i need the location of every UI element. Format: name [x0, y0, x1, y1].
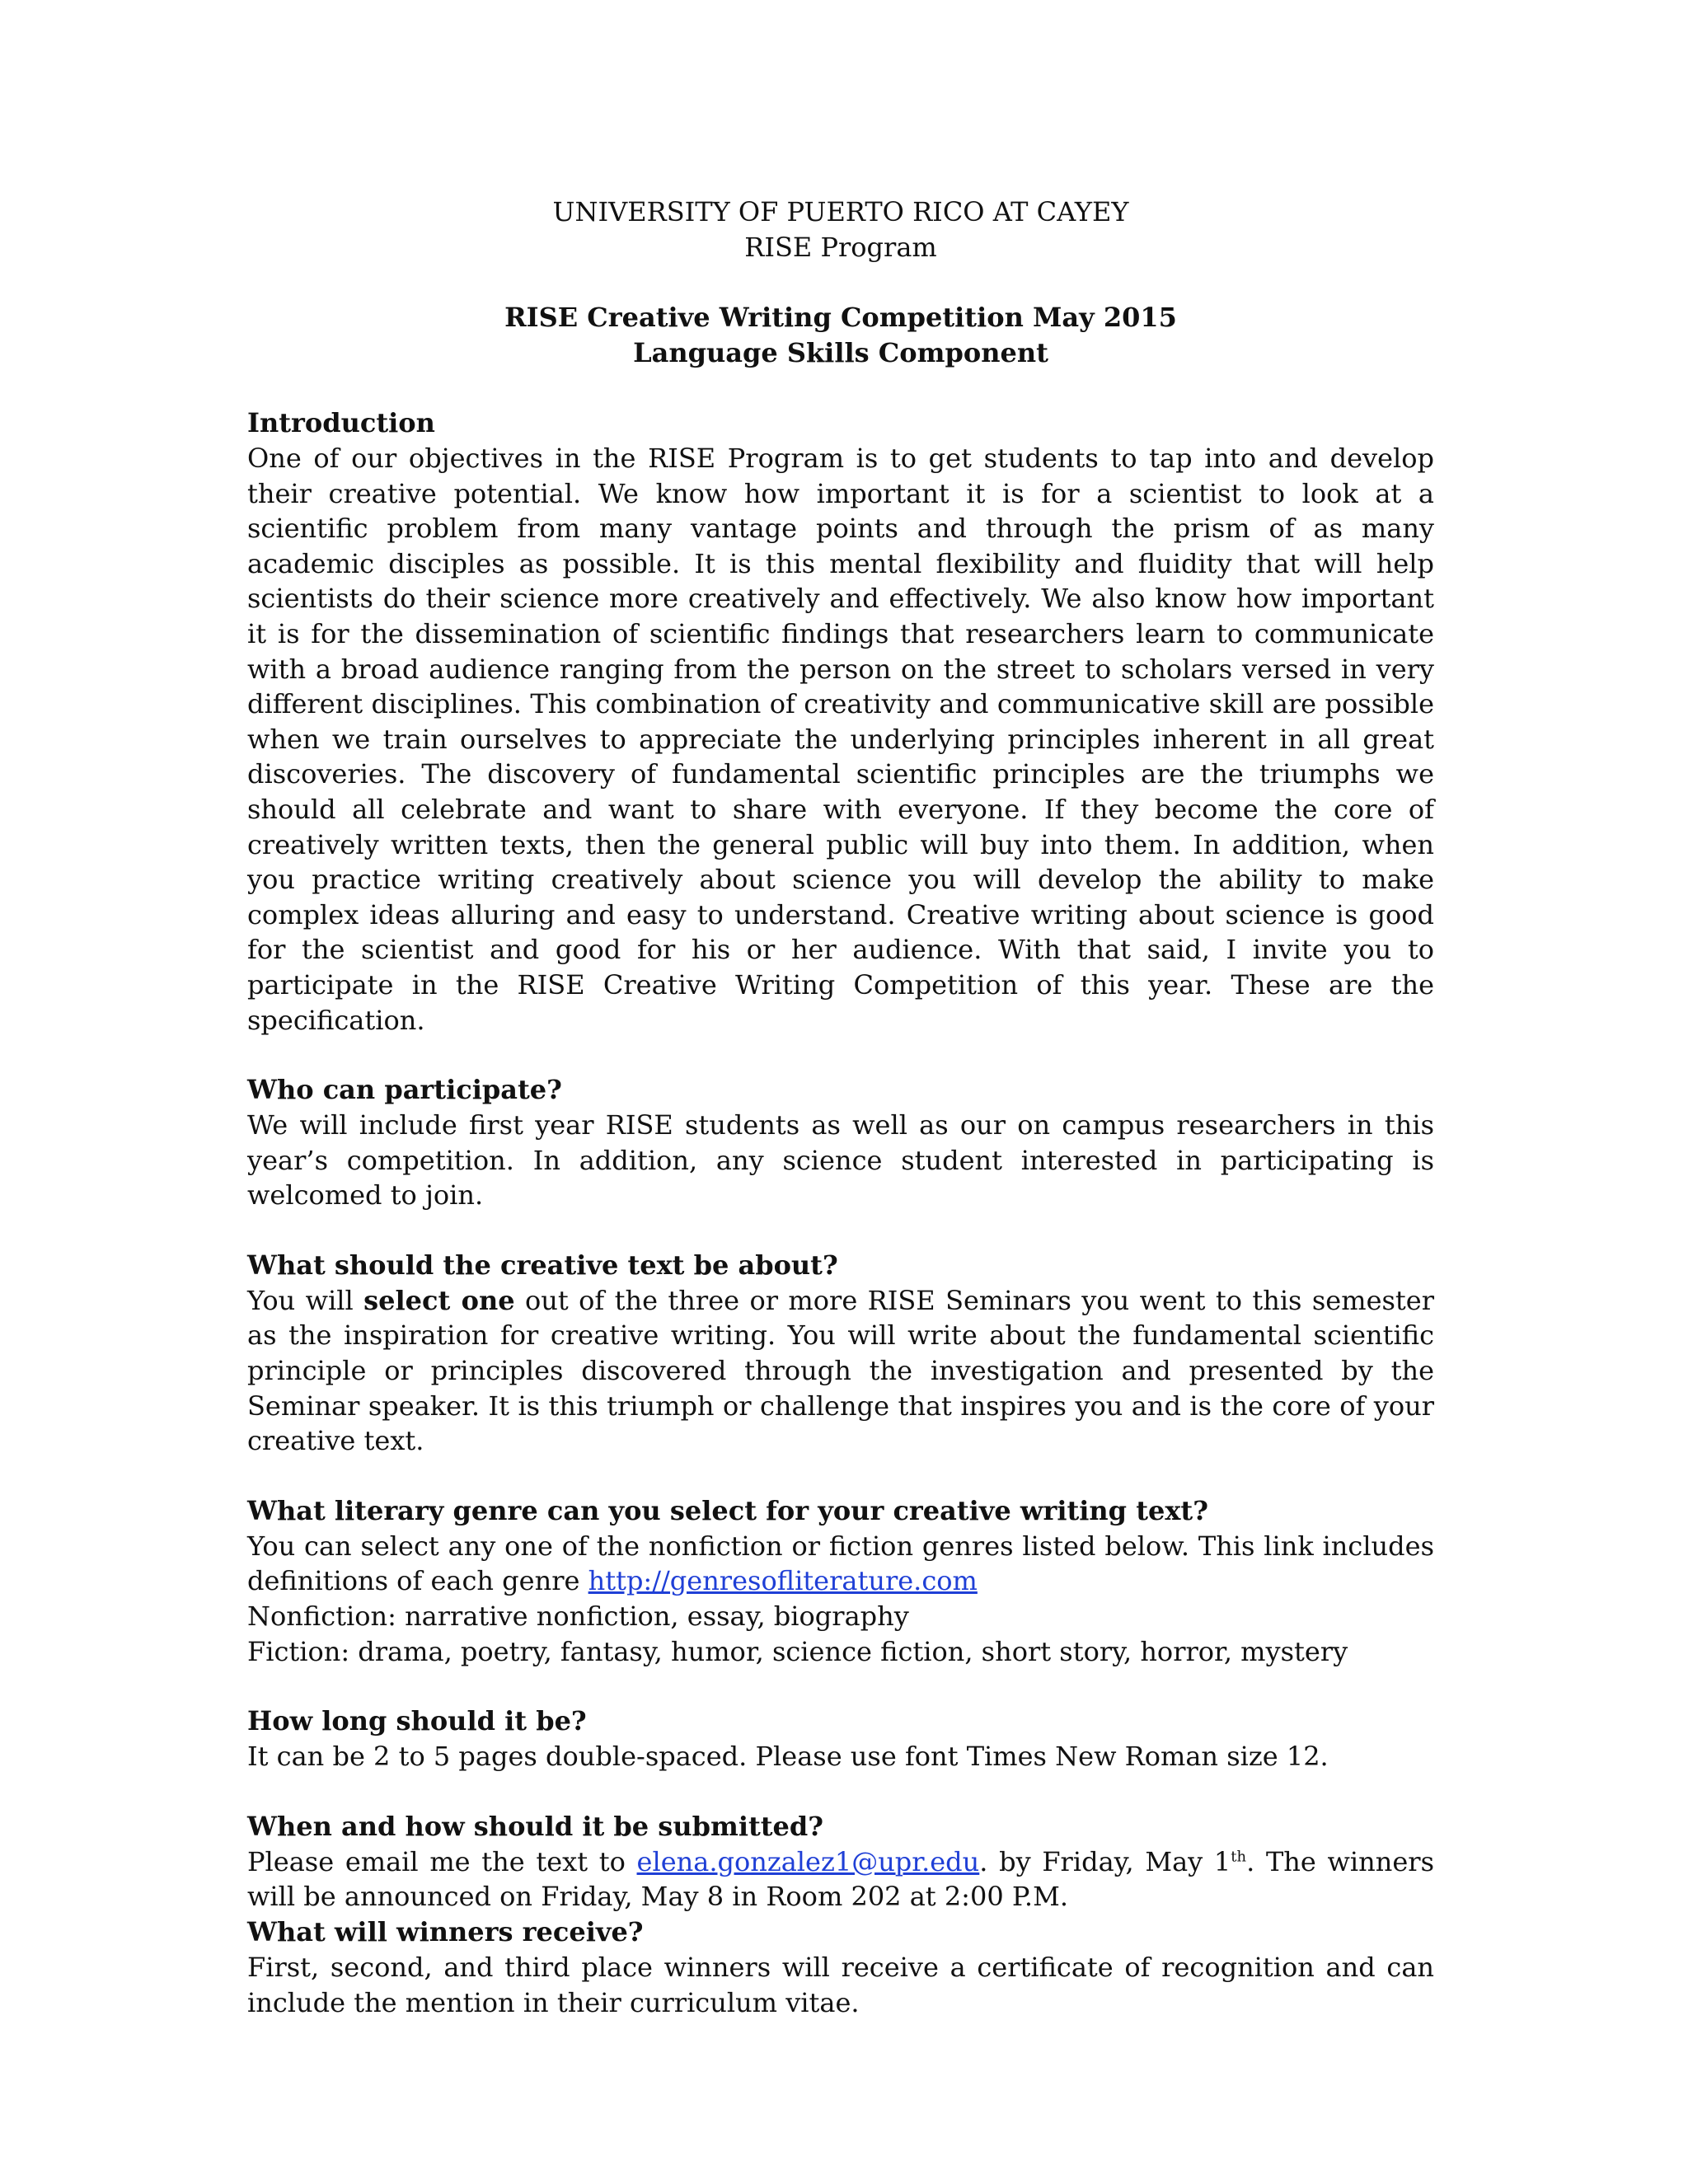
length-heading: How long should it be?	[247, 1705, 587, 1737]
prizes-paragraph: First, second, and third place winners will receive a certificate of recognition and can include the mention in their curriculum vitae.	[247, 1952, 1434, 2018]
about-text-end: out of the three or more RISE Seminars you went to this semester as the inspiration for creative writing. You will write about the fundamental scientific principle or principles discovered through the investigation and presented by the Seminar speaker. It is this triumph or challenge that inspires you and is the core of your creative text.	[247, 1284, 1435, 1457]
who-heading: Who can participate?	[247, 1074, 562, 1106]
component-title: Language Skills Component	[633, 337, 1048, 368]
fiction-list: Fiction: drama, poetry, fantasy, humor, science fiction, short story, horror, mystery	[247, 1635, 1348, 1667]
program-name: RISE Program	[744, 232, 937, 263]
genre-paragraph	[247, 1529, 1434, 1599]
submission-text-start: Please email me the text to	[247, 1845, 637, 1877]
submission-heading: When and how should it be submitted?	[247, 1810, 824, 1842]
length-paragraph: It can be 2 to 5 pages double-spaced. Please use font Times New Roman size 12.	[247, 1741, 1329, 1773]
date-superscript: th	[1231, 1848, 1247, 1866]
submission-paragraph	[247, 1844, 1434, 1915]
about-paragraph	[247, 1283, 1434, 1459]
university-name: UNIVERSITY OF PUERTO RICO AT CAYEY	[552, 196, 1129, 227]
who-paragraph: We will include first year RISE students as well as our on campus researchers in this year’s competition. In addition, any science student interested in participating is welcomed to join.	[247, 1109, 1434, 1212]
nonfiction-list: Nonfiction: narrative nonfiction, essay, biography	[247, 1601, 909, 1633]
about-emphasis: select one	[363, 1284, 515, 1316]
email-link[interactable]: elena.gonzalez1@upr.edu	[636, 1845, 980, 1877]
intro-paragraph: One of our objectives in the RISE Program is to get students to tap into and develop their creative potential. We know how important it is for a scientist to look at a scientific problem from many vantage points and through the prism of as many academic disciples as possible. It is this mental flexibility and fluidity that will help scientists do their science more creatively and effectively. We also know how important it is for the dissemination of scientific findings that researchers learn to communicate with a broad audience ranging from the person on the street to scholars versed in very different disciplines. This combination of creativity and communicative skill are possible when we train ourselves to appreciate the underlying principles inherent in all great discoveries. The discovery of fundamental scientific principles are the triumphs we should all celebrate and want to share with everyone. If they become the core of creatively written texts, then the general public will buy into them. In addition, when you practice writing creatively about science you will develop the ability to make complex ideas alluring and easy to understand. Creative writing about science is good for the scientist and good for his or her audience. With that said, I invite you to participate in the RISE Creative Writing Competition of this year. These are the specification.	[247, 443, 1434, 1036]
prizes-heading: What will winners receive?	[247, 1916, 644, 1947]
document-page	[247, 194, 1434, 2020]
genre-heading: What literary genre can you select for your creative writing text?	[247, 1494, 1208, 1526]
submission-text-mid: . by Friday, May 1	[979, 1845, 1231, 1877]
genres-link[interactable]: http://genresofliterature.com	[588, 1565, 978, 1597]
submission-text-end: . The winners will be announced on Friday, May 8 in Room 202 at 2:00 P.M.	[247, 1845, 1435, 1913]
intro-heading: Introduction	[247, 407, 435, 438]
genre-text: You can select any one of the nonfiction or fiction genres listed below. This link includes definitions of each genre	[247, 1530, 1434, 1597]
about-text-start: You will	[247, 1284, 364, 1316]
about-heading: What should the creative text be about?	[247, 1249, 838, 1281]
competition-title: RISE Creative Writing Competition May 2015	[504, 302, 1177, 333]
